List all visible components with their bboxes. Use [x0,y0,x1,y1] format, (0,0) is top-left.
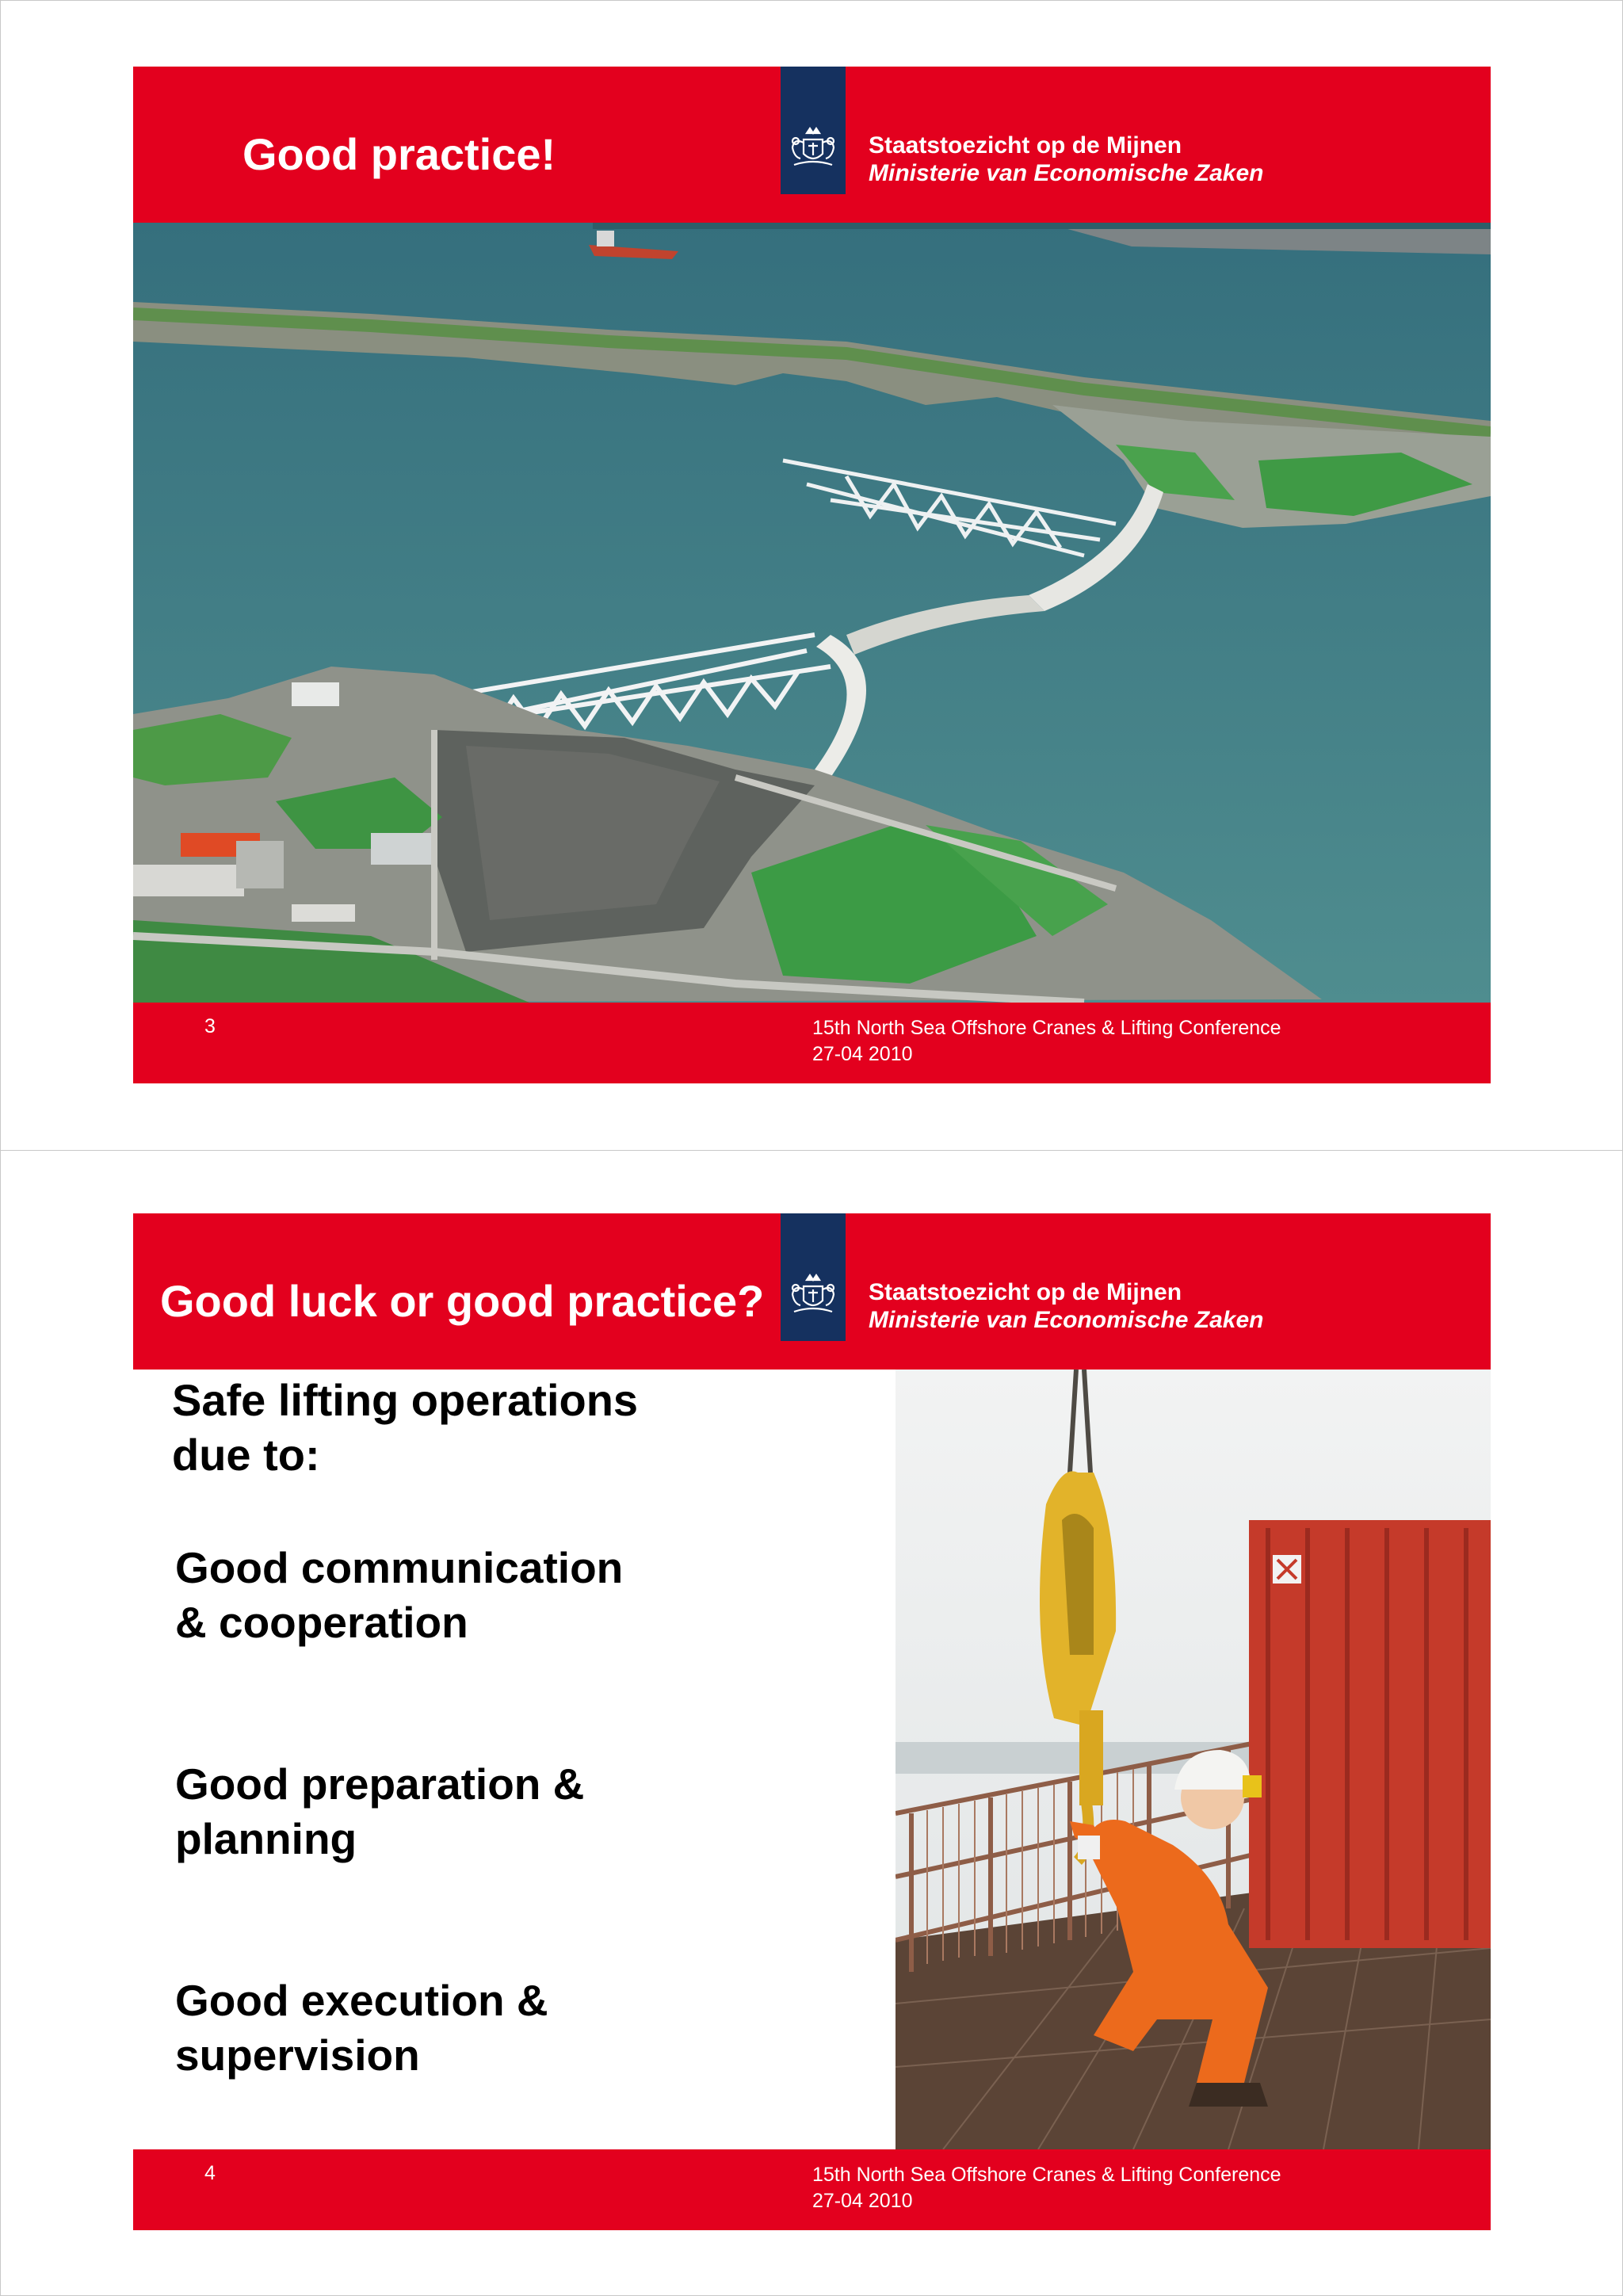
slide-header [133,67,1491,223]
coat-of-arms-icon [786,1270,840,1318]
slide-footer [133,2149,1491,2230]
conference-date: 27-04 2010 [812,2190,913,2212]
slide-title: Good luck or good practice? [160,1276,765,1326]
page-number: 3 [204,1015,216,1037]
rijksoverheid-logo [781,67,846,194]
point-communication [175,1541,888,1650]
conference-info [812,2162,1281,2214]
page-number: 4 [204,2162,216,2184]
org-name: Staatstoezicht op de Mijnen [869,1279,1182,1305]
offshore-worker-photo [896,1370,1491,2149]
slide-footer [133,1003,1491,1083]
slide-3 [133,67,1491,1083]
point-preparation [175,1757,888,1866]
conference-name: 15th North Sea Offshore Cranes & Lifting Conference [812,1017,1281,1039]
point-line: planning [175,1814,357,1863]
point-line: Good preparation & [175,1759,585,1809]
point-line: Good execution & [175,1976,548,2025]
conference-info [812,1015,1281,1068]
point-execution [175,1973,888,2083]
rijksoverheid-logo [781,1213,846,1341]
slide-4 [133,1213,1491,2230]
intro-line-2: due to: [172,1430,320,1480]
aerial-photo-barrier [133,223,1491,1003]
slide-header [133,1213,1491,1370]
intro-line-1: Safe lifting operations [172,1375,639,1425]
coat-of-arms-icon [786,124,840,171]
conference-date: 27-04 2010 [812,1043,913,1065]
intro-text [172,1373,885,1482]
organization-name [869,132,1264,187]
ministry-name: Ministerie van Economische Zaken [869,1307,1264,1333]
org-name: Staatstoezicht op de Mijnen [869,132,1182,159]
point-line: Good communication [175,1543,624,1592]
organization-name [869,1278,1264,1334]
point-line: & cooperation [175,1598,468,1647]
point-line: supervision [175,2030,420,2080]
ministry-name: Ministerie van Economische Zaken [869,160,1264,186]
conference-name: 15th North Sea Offshore Cranes & Lifting Conference [812,2164,1281,2186]
slide-title: Good practice! [242,129,556,179]
